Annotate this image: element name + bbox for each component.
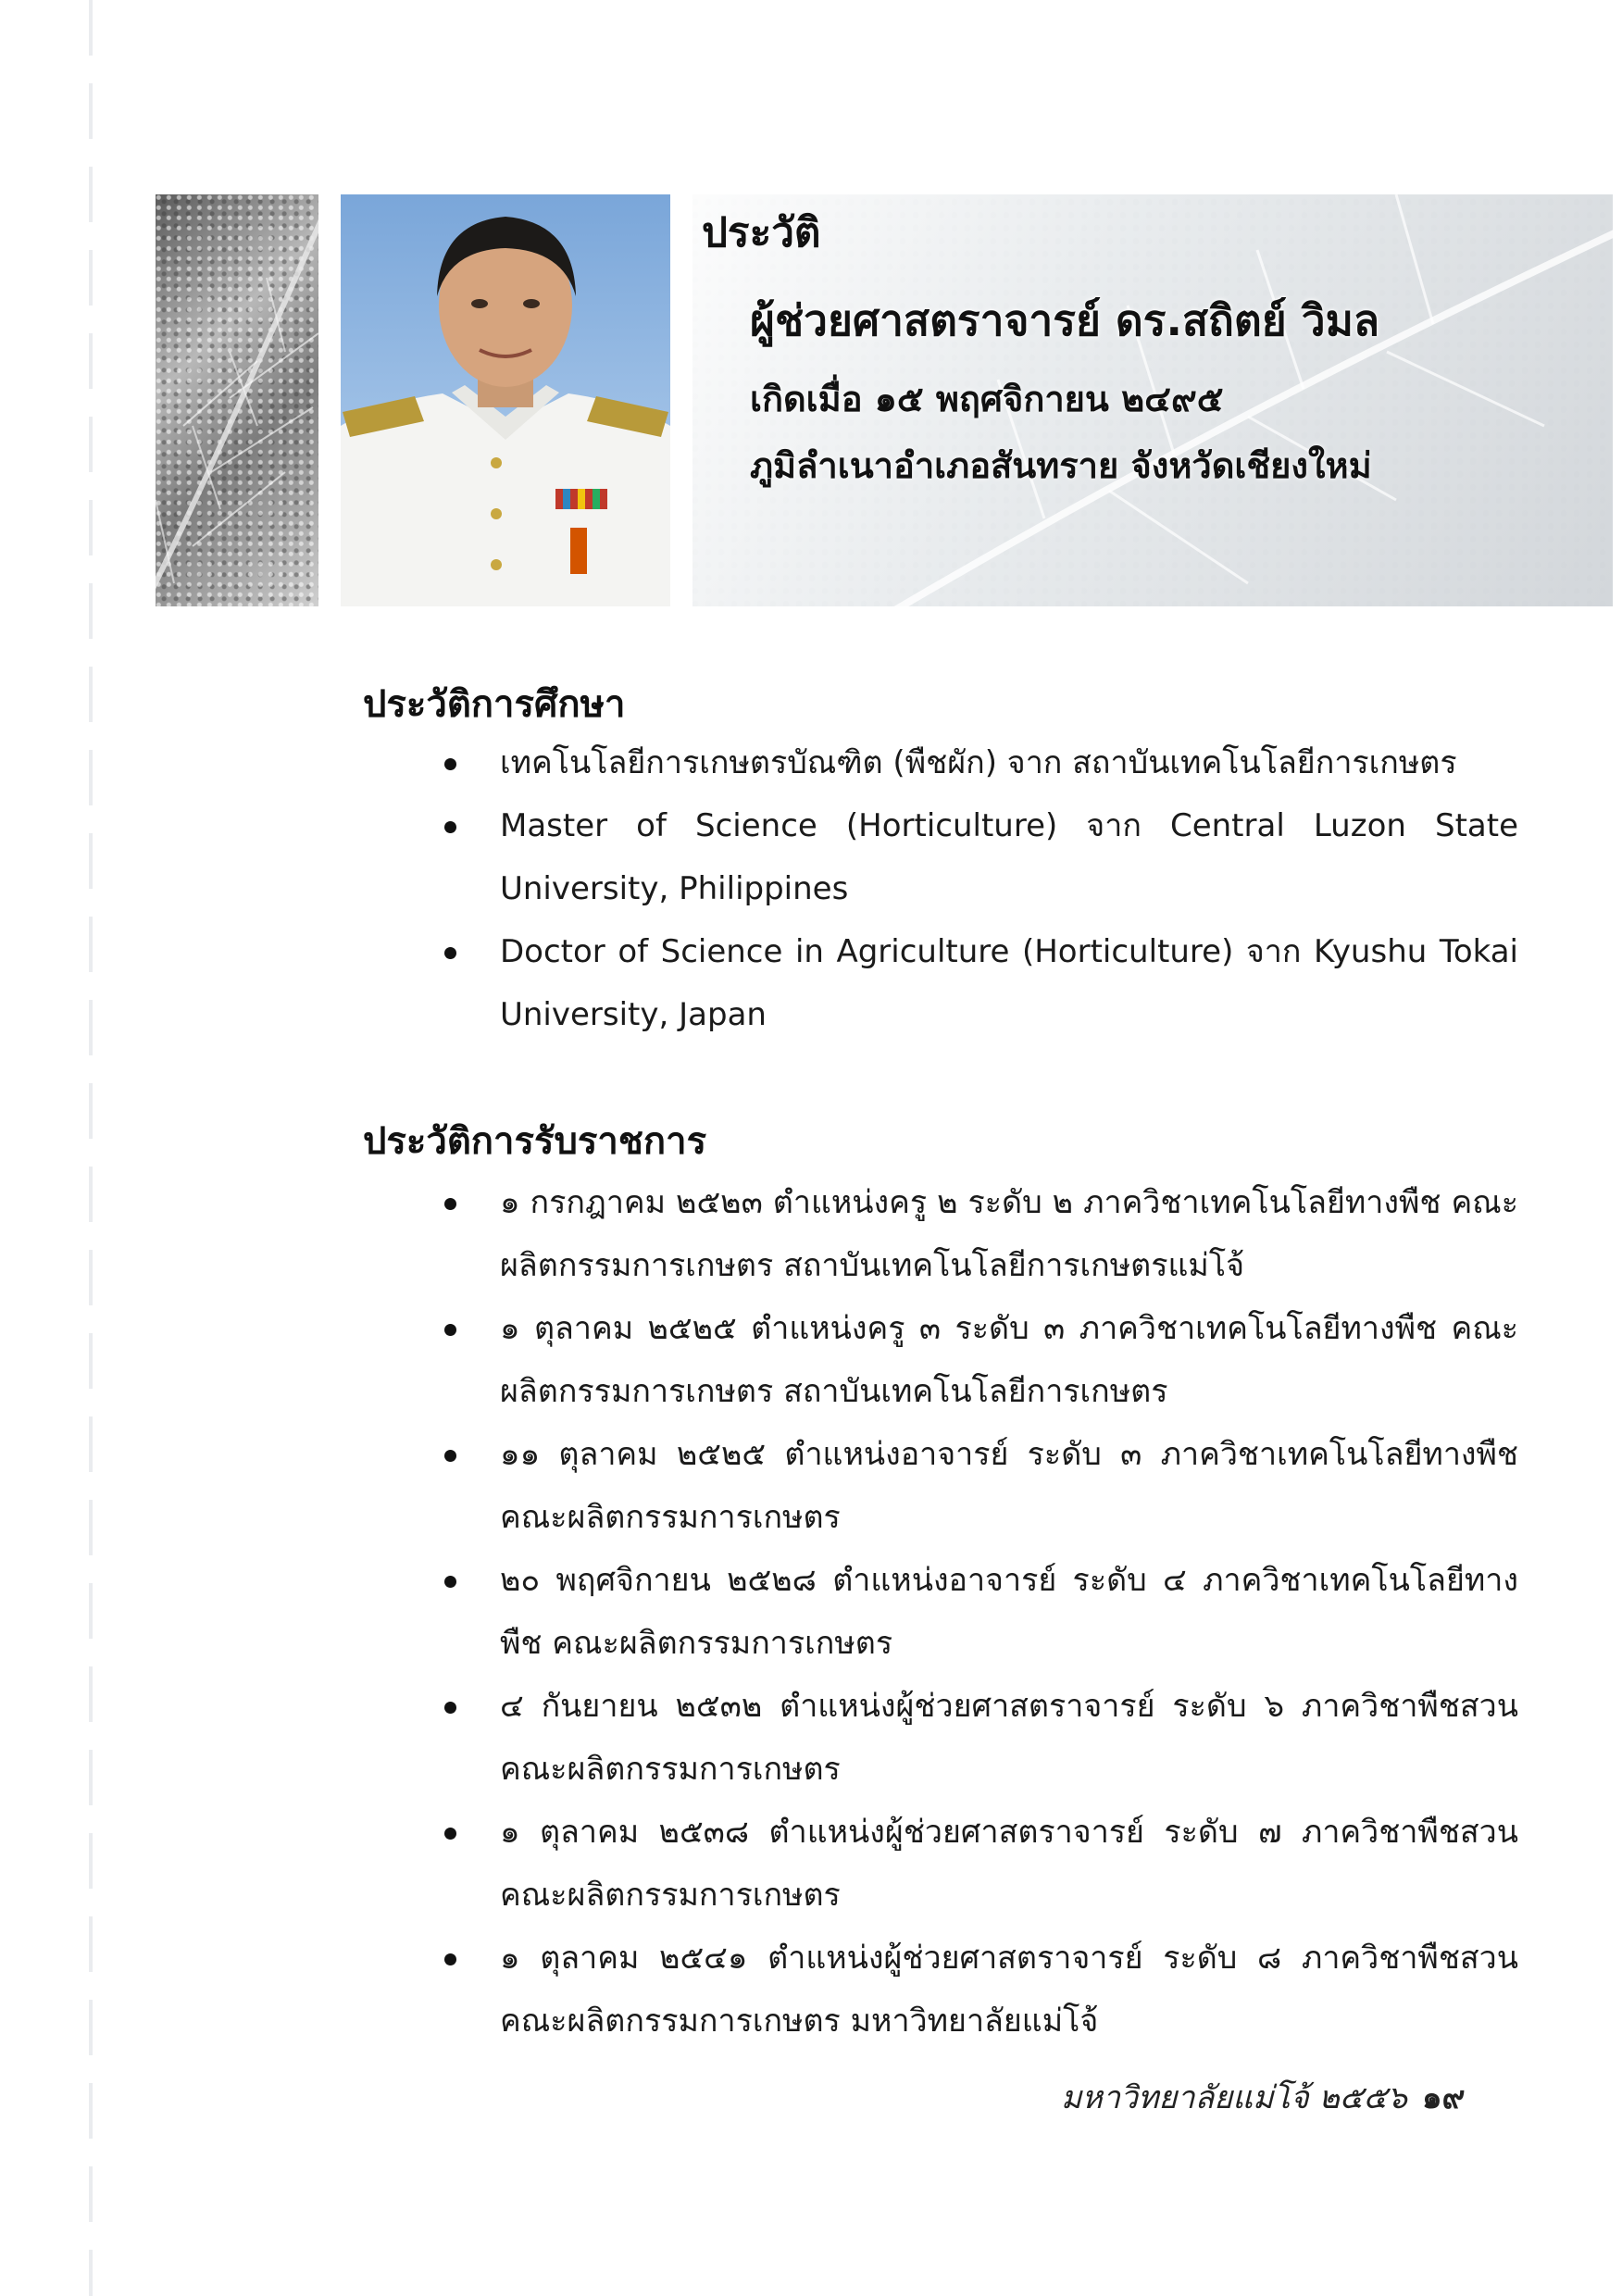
footer-university-year: มหาวิทยาลัยแม่โจ้ ๒๕๕๖ — [1061, 2079, 1407, 2116]
list-item — [444, 1675, 1518, 1801]
bullet-icon — [444, 1828, 456, 1840]
government-service-list — [444, 1171, 1518, 2053]
list-item — [444, 1423, 1518, 1549]
leaf-texture-image — [156, 194, 318, 606]
header-band — [156, 194, 1613, 606]
bullet-icon — [444, 1576, 456, 1588]
bullet-icon — [444, 1324, 456, 1336]
education-list — [444, 731, 1518, 1046]
service-item-text: ๑ ตุลาคม ๒๕๓๘ ตำแหน่งผู้ช่วยศาสตราจารย์ ระดับ ๗ ภาควิชาพืชสวน คณะผลิตกรรมการเกษตร — [500, 1814, 1518, 1914]
list-item — [444, 1549, 1518, 1675]
bullet-icon — [444, 1450, 456, 1462]
government-service-heading: ประวัติการรับราชการ — [363, 1120, 707, 1163]
service-item-text: ๑ ตุลาคม ๒๕๔๑ ตำแหน่งผู้ช่วยศาสตราจารย์ ระดับ ๘ ภาควิชาพืชสวน คณะผลิตกรรมการเกษตร มหาวิทยาลัยแม่โจ้ — [500, 1940, 1518, 2040]
biography-heading: ประวัติ — [702, 209, 821, 256]
bullet-icon — [444, 1198, 456, 1210]
education-item-text: เทคโนโลยีการเกษตรบัณฑิต (พืชผัก) จาก สถาบันเทคโนโลยีการเกษตร — [500, 744, 1457, 781]
education-item-text: Doctor of Science in Agriculture (Horticulture) จาก Kyushu Tokai University, Japan — [500, 933, 1518, 1033]
person-name: ผู้ช่วยศาสตราจารย์ ดร.สถิตย์ วิมล — [750, 295, 1380, 345]
title-panel — [692, 194, 1613, 606]
page-number: ๑๙ — [1422, 2079, 1466, 2116]
list-item — [444, 1927, 1518, 2053]
bullet-icon — [444, 1702, 456, 1714]
list-item — [444, 794, 1518, 920]
bullet-icon — [444, 758, 456, 770]
portrait-photo — [341, 194, 670, 606]
bullet-icon — [444, 947, 456, 959]
service-item-text: ๑๑ ตุลาคม ๒๕๒๕ ตำแหน่งอาจารย์ ระดับ ๓ ภาควิชาเทคโนโลยีทางพืช คณะผลิตกรรมการเกษตร — [500, 1436, 1518, 1536]
service-item-text: ๑ กรกฎาคม ๒๕๒๓ ตำแหน่งครู ๒ ระดับ ๒ ภาควิชาเทคโนโลยีทางพืช คณะผลิตกรรมการเกษตร สถาบันเทคโนโลยีการเกษตรแม่โจ้ — [500, 1184, 1518, 1284]
birth-date: เกิดเมื่อ ๑๕ พฤศจิกายน ๒๔๙๕ — [750, 379, 1224, 419]
list-item — [444, 1801, 1518, 1927]
list-item — [444, 1171, 1518, 1297]
list-item — [444, 731, 1518, 794]
list-item — [444, 920, 1518, 1046]
service-item-text: ๑ ตุลาคม ๒๕๒๕ ตำแหน่งครู ๓ ระดับ ๓ ภาควิชาเทคโนโลยีทางพืช คณะผลิตกรรมการเกษตร สถาบันเทคโนโลยีการเกษตร — [500, 1310, 1518, 1410]
hometown: ภูมิลำเนาอำเภอสันทราย จังหวัดเชียงใหม่ — [750, 445, 1372, 486]
bullet-icon — [444, 1953, 456, 1965]
bullet-icon — [444, 821, 456, 833]
service-item-text: ๔ กันยายน ๒๕๓๒ ตำแหน่งผู้ช่วยศาสตราจารย์ ระดับ ๖ ภาควิชาพืชสวน คณะผลิตกรรมการเกษตร — [500, 1688, 1518, 1788]
binder-edge-decoration — [89, 0, 93, 2296]
education-item-text: Master of Science (Horticulture) จาก Central Luzon State University, Philippines — [500, 807, 1518, 907]
service-item-text: ๒๐ พฤศจิกายน ๒๕๒๘ ตำแหน่งอาจารย์ ระดับ ๔ ภาควิชาเทคโนโลยีทางพืช คณะผลิตกรรมการเกษตร — [500, 1562, 1518, 1662]
list-item — [444, 1297, 1518, 1423]
education-heading: ประวัติการศึกษา — [363, 683, 626, 726]
